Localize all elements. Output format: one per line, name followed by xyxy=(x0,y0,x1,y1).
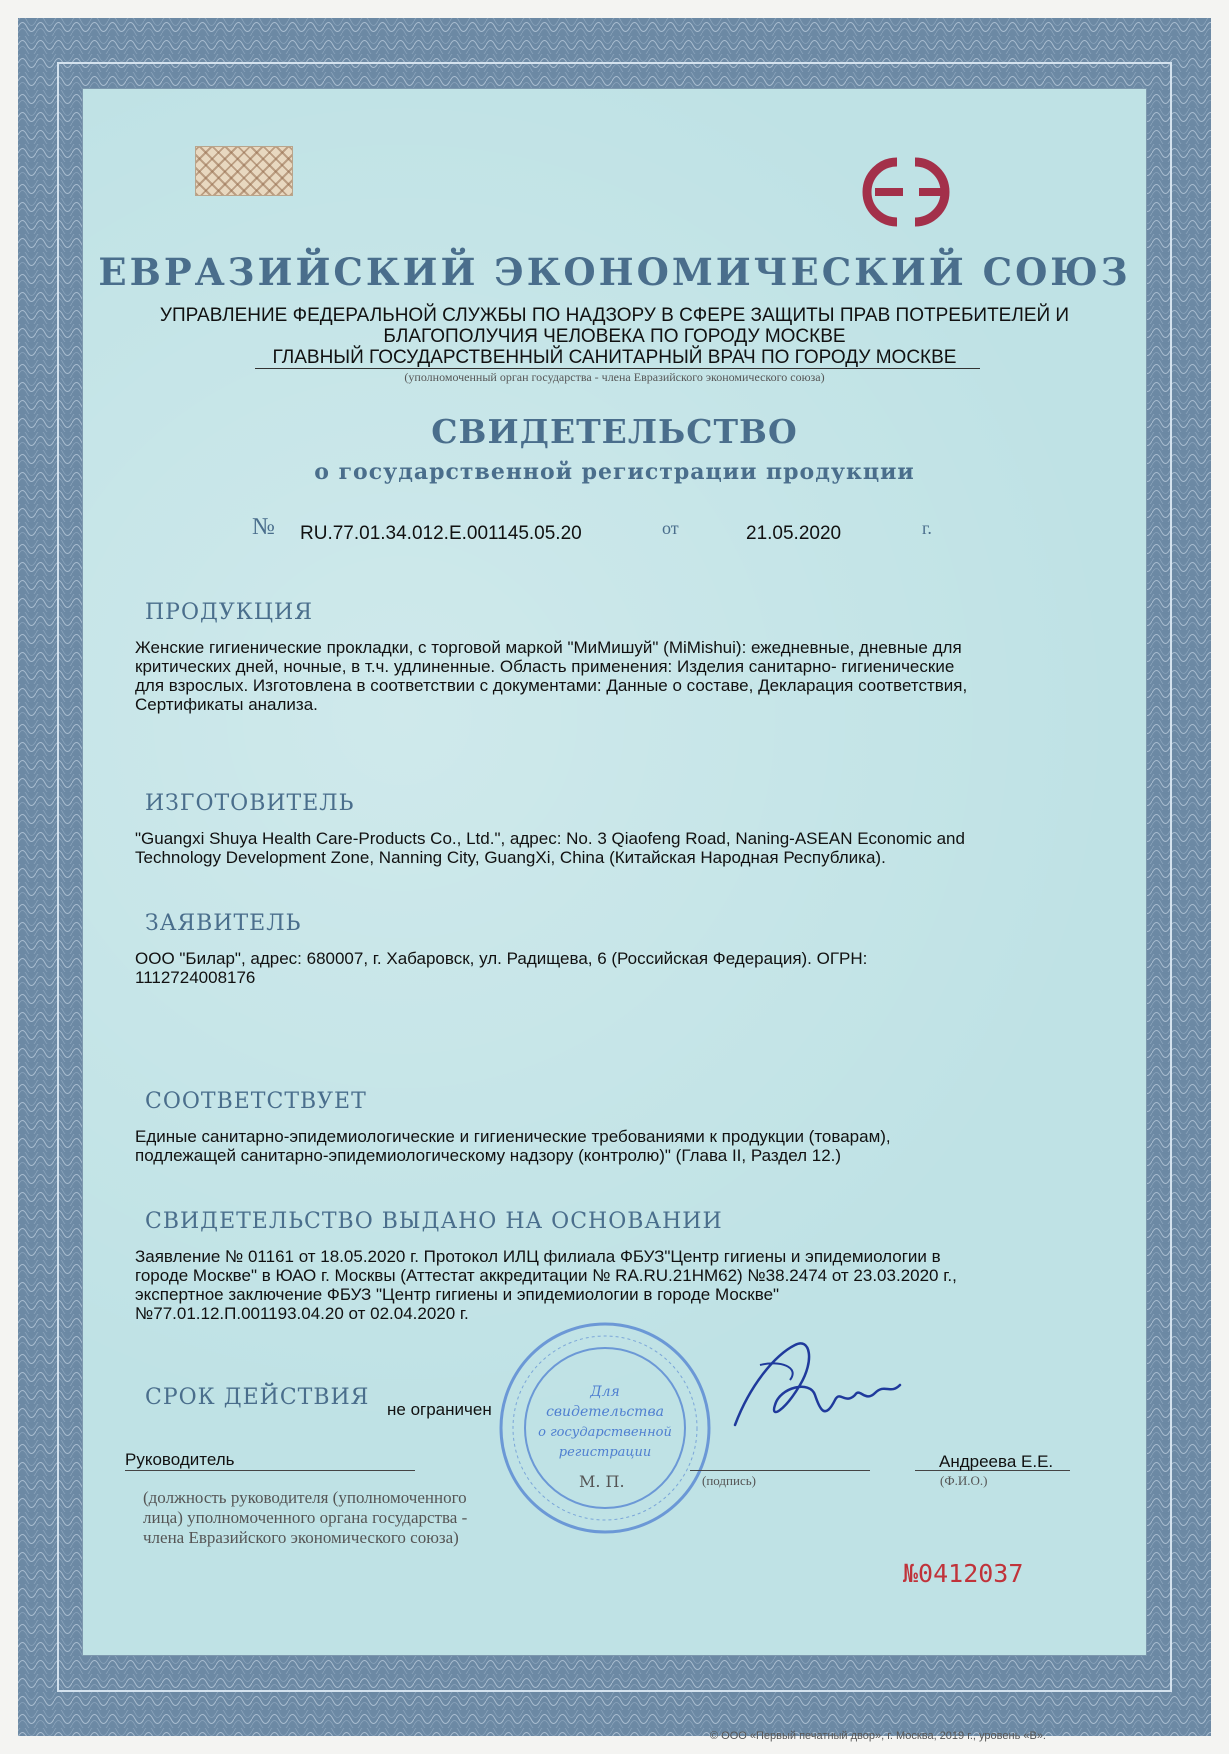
stamp-line: о государственной xyxy=(538,1425,672,1440)
document-subtitle: о государственной регистрации продукции xyxy=(314,459,915,485)
basis-line: №77.01.12.П.001193.04.20 от 02.04.2020 г. xyxy=(135,1304,469,1323)
validity-heading: СРОК ДЕЙСТВИЯ xyxy=(145,1385,370,1410)
issue-date: 21.05.2020 xyxy=(746,523,842,544)
conforms-heading: СООТВЕТСТВУЕТ xyxy=(145,1089,367,1114)
serial-number: №0412037 xyxy=(903,1559,1024,1588)
fio-caption: (Ф.И.О.) xyxy=(940,1473,988,1488)
role-caption-line: лица) уполномоченного органа государства - xyxy=(143,1508,468,1527)
manufacturer-line: Technology Development Zone, Nanning City, GuangXi, China (Китайская Народная Республика). xyxy=(135,848,886,867)
product-line: Сертификаты анализа. xyxy=(135,695,318,714)
eac-logo-icon xyxy=(853,150,965,234)
signature-underline xyxy=(690,1470,870,1471)
seal-placeholder-label: М. П. xyxy=(579,1472,625,1491)
product-line: для взрослых. Изготовлена в соответствии с документами: Данные о составе, Декларация соответствия, xyxy=(135,676,968,695)
conforms-line: Единые санитарно-эпидемиологические и гигиенические требованиями к продукции (товарам), xyxy=(135,1127,891,1146)
role-caption-line: (должность руководителя (уполномоченного xyxy=(143,1488,467,1507)
signatory-name: Андреева Е.Е. xyxy=(939,1452,1054,1471)
applicant-line: 1112724008176 xyxy=(135,968,256,987)
manufacturer-line: "Guangxi Shuya Health Care-Products Co., Ltd.", адрес: No. 3 Qiaofeng Road, Naning-ASEAN Economic and xyxy=(135,829,965,848)
basis-heading: СВИДЕТЕЛЬСТВО ВЫДАНО НА ОСНОВАНИИ xyxy=(145,1209,723,1234)
manufacturer-text xyxy=(135,829,1075,867)
registration-number: RU.77.01.34.012.E.001145.05.20 xyxy=(300,523,582,544)
hologram-sticker xyxy=(195,146,293,196)
role-underline xyxy=(125,1470,415,1471)
signatory-role: Руководитель xyxy=(125,1450,235,1469)
signature-caption: (подпись) xyxy=(702,1473,756,1488)
role-caption xyxy=(143,1488,563,1548)
product-line: критических дней, ночные, в т.ч. удлиненные. Область применения: Изделия санитарно- гигиенические xyxy=(135,657,955,676)
year-suffix: г. xyxy=(922,518,932,538)
conforms-line: подлежащей санитарно-эпидемиологическому надзору (контролю)" (Глава II, Раздел 12.) xyxy=(135,1146,842,1165)
role-caption-line: члена Евразийского экономического союза) xyxy=(143,1528,459,1547)
product-heading: ПРОДУКЦИЯ xyxy=(145,600,313,625)
applicant-heading: ЗАЯВИТЕЛЬ xyxy=(145,911,302,936)
from-label: от xyxy=(662,518,679,538)
agency-underline xyxy=(255,368,980,369)
basis-line: Заявление № 01161 от 18.05.2020 г. Протокол ИЛЦ филиала ФБУЗ"Центр гигиены и эпидемиологии в xyxy=(135,1247,941,1266)
number-sign: № xyxy=(252,514,275,540)
union-title: ЕВРАЗИЙСКИЙ ЭКОНОМИЧЕСКИЙ СОЮЗ xyxy=(98,250,1131,294)
product-line: Женские гигиенические прокладки, с торговой маркой "МиМишуй" (MiMishui): ежедневные, дневные для xyxy=(135,638,962,657)
basis-line: городе Москве" в ЮАО г. Москвы (Аттестат аккредитации № RA.RU.21НМ62) №38.2474 от 23.03.2020 г., xyxy=(135,1266,957,1285)
agency-line-2: БЛАГОПОЛУЧИЯ ЧЕЛОВЕКА ПО ГОРОДУ МОСКВЕ xyxy=(383,326,846,347)
stamp-line: регистрации xyxy=(558,1445,652,1460)
agency-line-3: ГЛАВНЫЙ ГОСУДАРСТВЕННЫЙ САНИТАРНЫЙ ВРАЧ ПО ГОРОДУ МОСКВЕ xyxy=(272,347,957,368)
handwritten-signature xyxy=(720,1325,910,1465)
applicant-line: ООО "Билар", адрес: 680007, г. Хабаровск, ул. Радищева, 6 (Российская Федерация). ОГРН: xyxy=(135,949,868,968)
basis-text xyxy=(135,1247,1075,1323)
printer-footer: © ООО «Первый печатный двор», г. Москва, 2019 г., уровень «В». xyxy=(710,1730,1046,1742)
stamp-line: свидетельства xyxy=(546,1404,664,1420)
agency-caption: (уполномоченный орган государства - члена Евразийского экономического союза) xyxy=(404,370,825,384)
applicant-text xyxy=(135,949,1075,987)
validity-value: не ограничен xyxy=(387,1400,492,1419)
stamp-line: Для xyxy=(590,1384,620,1400)
document-title: СВИДЕТЕЛЬСТВО xyxy=(431,412,798,451)
basis-line: экспертное заключение ФБУЗ "Центр гигиены и эпидемиологии в городе Москве" xyxy=(135,1285,780,1304)
conforms-text xyxy=(135,1127,1075,1165)
product-text xyxy=(135,638,1075,714)
agency-line-1: УПРАВЛЕНИЕ ФЕДЕРАЛЬНОЙ СЛУЖБЫ ПО НАДЗОРУ В СФЕРЕ ЗАЩИТЫ ПРАВ ПОТРЕБИТЕЛЕЙ И xyxy=(159,305,1070,326)
manufacturer-heading: ИЗГОТОВИТЕЛЬ xyxy=(145,791,355,816)
